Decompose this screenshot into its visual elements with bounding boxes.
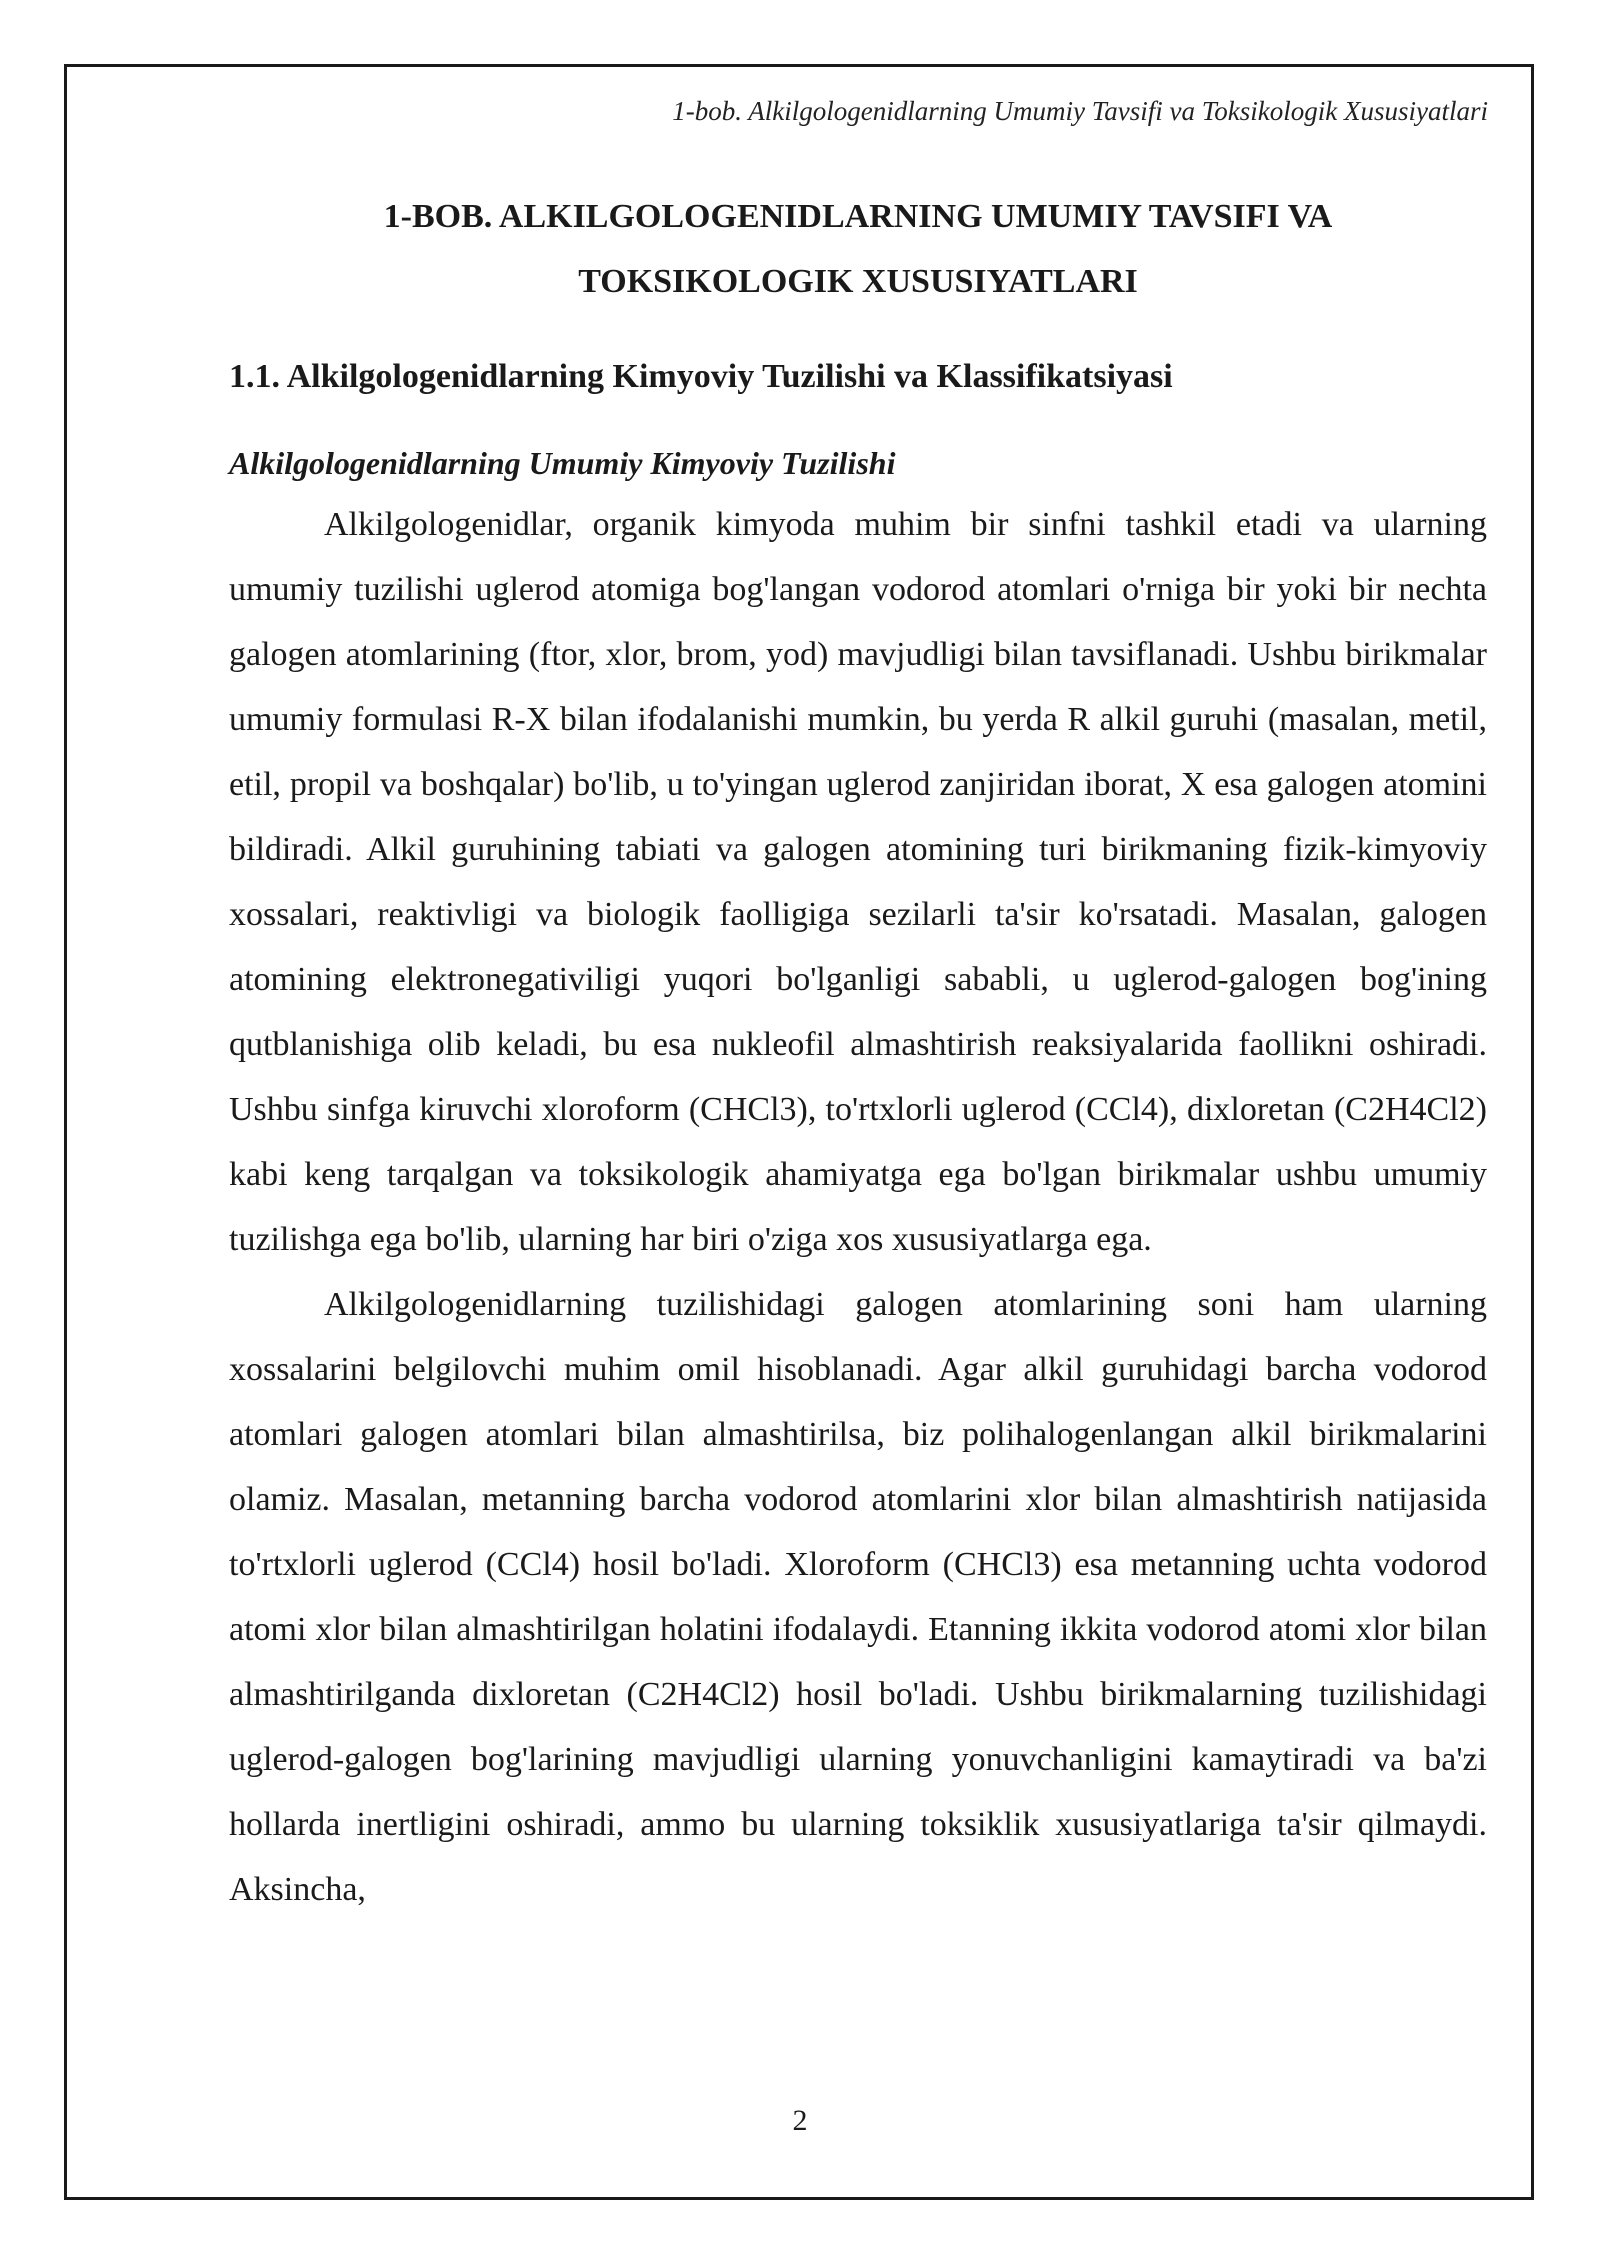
document-body [229,184,1487,1922]
body-paragraph-1: Alkilgologenidlar, organik kimyoda muhim bir sinfni tashkil etadi va ularning umumiy tuzilishi uglerod atomiga bog'langan vodorod atomlari o'rniga bir yoki bir nechta galogen atomlarining (ftor, xlor, brom, yod) mavjudligi bilan tavsiflanadi. Ushbu birikmalar umumiy formulasi R-X bilan ifodalanishi mumkin, bu yerda R alkil guruhi (masalan, metil, etil, propil va boshqalar) bo'lib, u to'yingan uglerod zanjiridan iborat, X esa galogen atomini bildiradi. Alkil guruhining tabiati va galogen atomining turi birikmaning fizik-kimyoviy xossalari, reaktivligi va biologik faolligiga sezilarli ta'sir ko'rsatadi. Masalan, galogen atomining elektronegativiligi yuqori bo'lganligi sababli, u uglerod-galogen bog'ining qutblanishiga olib keladi, bu esa nukleofil almashtirish reaksiyalarida faollikni oshiradi. Ushbu sinfga kiruvchi xloroform (CHCl3), to'rtxlorli uglerod (CCl4), dixloretan (C2H4Cl2) kabi keng tarqalgan va toksikologik ahamiyatga ega bo'lgan birikmalar ushbu umumiy tuzilishga ega bo'lib, ularning har biri o'ziga xos xususiyatlarga ega. [229,506,1487,1258]
chapter-title [229,184,1487,314]
body-paragraph-2: Alkilgologenidlarning tuzilishidagi galogen atomlarining soni ham ularning xossalarini belgilovchi muhim omil hisoblanadi. Agar alkil guruhidagi barcha vodorod atomlari galogen atomlari bilan almashtirilsa, biz polihalogenlangan alkil birikmalarini olamiz. Masalan, metanning barcha vodorod atomlarini xlor bilan almashtirish natijasida to'rtxlorli uglerod (CCl4) hosil bo'ladi. Xloroform (CHCl3) esa metanning uchta vodorod atomi xlor bilan almashtirilgan holatini ifodalaydi. Etanning ikkita vodorod atomi xlor bilan almashtirilganda dixloretan (C2H4Cl2) hosil bo'ladi. Ushbu birikmalarning tuzilishidagi uglerod-galogen bog'larining mavjudligi ularning yonuvchanligini kamaytiradi va ba'zi hollarda inertligini oshiradi, ammo bu ularning toksiklik xususiyatlariga ta'sir qilmaydi. Aksincha, [229,1286,1487,1908]
page-number: 2 [792,2104,808,2137]
chapter-title-line-2: TOKSIKOLOGIK XUSUSIYATLARI [578,263,1138,300]
section-title: 1.1. Alkilgologenidlarning Kimyoviy Tuzilishi va Klassifikatsiyasi [229,358,1173,395]
running-header: 1-bob. Alkilgologenidlarning Umumiy Tavsifi va Toksikologik Xususiyatlari [672,96,1488,126]
subsection-title: Alkilgologenidlarning Umumiy Kimyoviy Tuzilishi [229,445,896,481]
chapter-title-line-1: 1-BOB. ALKILGOLOGENIDLARNING UMUMIY TAVSIFI VA [383,198,1333,235]
